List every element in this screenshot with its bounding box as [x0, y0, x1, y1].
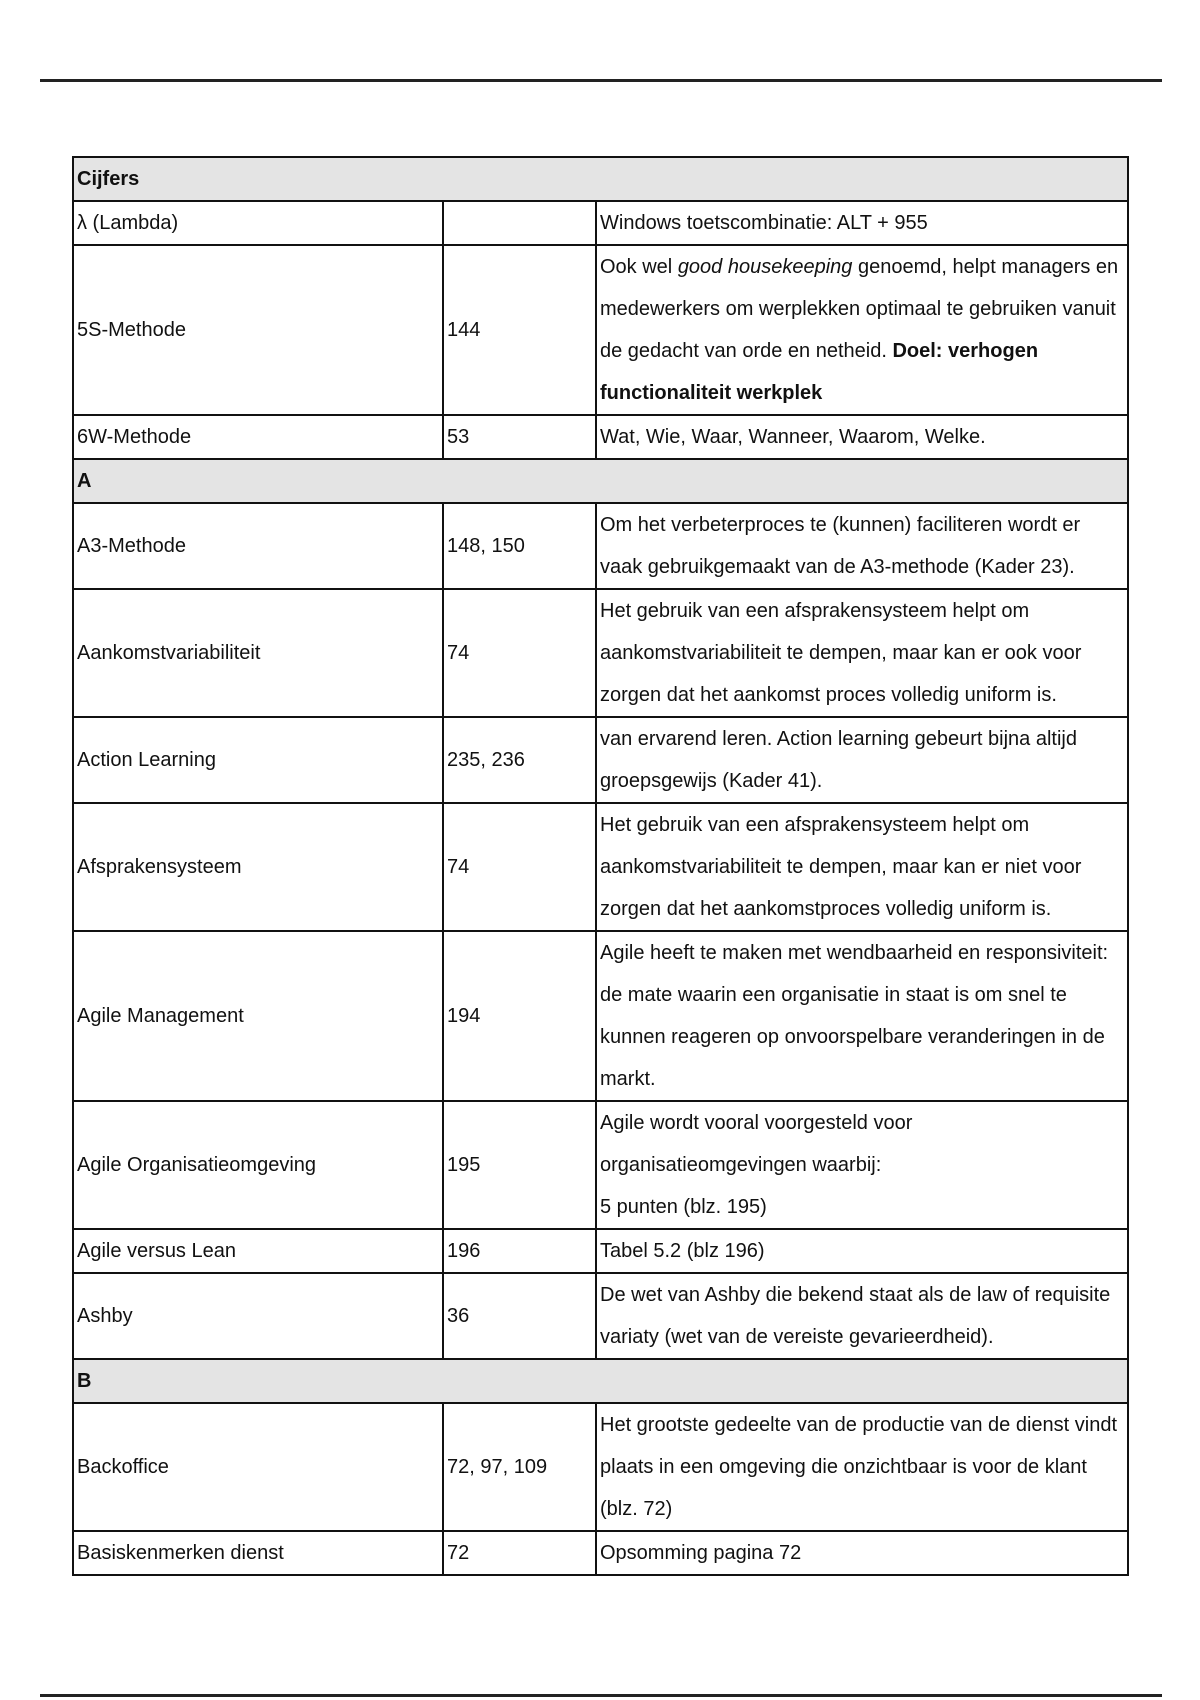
description-cell: Agile wordt vooral voorgesteld voor organisatieomgevingen waarbij: 5 punten (blz. 195) [596, 1101, 1128, 1229]
description-cell: Wat, Wie, Waar, Wanneer, Waarom, Welke. [596, 415, 1128, 459]
section-title: A [73, 459, 1128, 503]
term-cell: λ (Lambda) [73, 201, 443, 245]
pages-cell: 144 [443, 245, 596, 415]
description-cell: Opsomming pagina 72 [596, 1531, 1128, 1575]
table-row [73, 415, 1128, 459]
table-row [73, 1273, 1128, 1359]
table-row [73, 245, 1128, 415]
table-row [73, 1531, 1128, 1575]
term-cell: Ashby [73, 1273, 443, 1359]
description-text: Ook wel [600, 256, 678, 278]
term-cell: Agile Organisatieomgeving [73, 1101, 443, 1229]
section-header-a [73, 459, 1128, 503]
pages-cell: 72, 97, 109 [443, 1403, 596, 1531]
term-cell: Agile Management [73, 931, 443, 1101]
pages-cell: 196 [443, 1229, 596, 1273]
term-cell: Agile versus Lean [73, 1229, 443, 1273]
term-cell: Basiskenmerken dienst [73, 1531, 443, 1575]
description-cell: Het gebruik van een afsprakensysteem helpt om aankomstvariabiliteit te dempen, maar kan er niet voor zorgen dat het aankomstproces volledig uniform is. [596, 803, 1128, 931]
description-text: genoemd, helpt managers en medewerkers om werplekken optimaal te gebruiken vanuit de gedacht van orde en netheid. [600, 256, 1119, 362]
pages-cell: 194 [443, 931, 596, 1101]
term-cell: A3-Methode [73, 503, 443, 589]
pages-cell: 53 [443, 415, 596, 459]
table-row [73, 589, 1128, 717]
table-row [73, 803, 1128, 931]
description-cell: Het grootste gedeelte van de productie van de dienst vindt plaats in een omgeving die onzichtbaar is voor de klant (blz. 72) [596, 1403, 1128, 1531]
term-cell: 5S-Methode [73, 245, 443, 415]
description-cell: van ervarend leren. Action learning gebeurt bijna altijd groepsgewijs (Kader 41). [596, 717, 1128, 803]
pages-cell: 74 [443, 589, 596, 717]
pages-cell [443, 201, 596, 245]
term-cell: Action Learning [73, 717, 443, 803]
table-row [73, 1403, 1128, 1531]
term-cell: 6W-Methode [73, 415, 443, 459]
description-cell: Windows toetscombinatie: ALT + 955 [596, 201, 1128, 245]
table-row [73, 931, 1128, 1101]
section-header-cijfers [73, 157, 1128, 201]
description-cell: De wet van Ashby die bekend staat als de law of requisite variaty (wet van de vereiste gevarieerdheid). [596, 1273, 1128, 1359]
description-emphasis: good housekeeping [677, 256, 853, 278]
table-row [73, 201, 1128, 245]
table-row [73, 503, 1128, 589]
table-row [73, 1101, 1128, 1229]
pages-cell: 148, 150 [443, 503, 596, 589]
description-cell: Agile heeft te maken met wendbaarheid en responsiviteit: de mate waarin een organisatie in staat is om snel te kunnen reageren op onvoorspelbare veranderingen in de markt. [596, 931, 1128, 1101]
table-row [73, 717, 1128, 803]
description-cell: Tabel 5.2 (blz 196) [596, 1229, 1128, 1273]
description-cell: Om het verbeterproces te (kunnen) faciliteren wordt er vaak gebruikgemaakt van de A3-methode (Kader 23). [596, 503, 1128, 589]
table-row [73, 1229, 1128, 1273]
term-cell: Afsprakensysteem [73, 803, 443, 931]
footer-rule [40, 1694, 1162, 1697]
term-cell: Backoffice [73, 1403, 443, 1531]
pages-cell: 36 [443, 1273, 596, 1359]
pages-cell: 235, 236 [443, 717, 596, 803]
glossary-table [72, 156, 1129, 1576]
section-title: Cijfers [73, 157, 1128, 201]
term-cell: Aankomstvariabiliteit [73, 589, 443, 717]
section-title: B [73, 1359, 1128, 1403]
pages-cell: 74 [443, 803, 596, 931]
description-cell: Het gebruik van een afsprakensysteem helpt om aankomstvariabiliteit te dempen, maar kan er ook voor zorgen dat het aankomst proces volledig uniform is. [596, 589, 1128, 717]
description-goal: Doel: verhogen functionaliteit werkplek [600, 340, 1039, 404]
header-rule [40, 79, 1162, 82]
description-cell [596, 245, 1128, 415]
section-header-b [73, 1359, 1128, 1403]
pages-cell: 195 [443, 1101, 596, 1229]
pages-cell: 72 [443, 1531, 596, 1575]
